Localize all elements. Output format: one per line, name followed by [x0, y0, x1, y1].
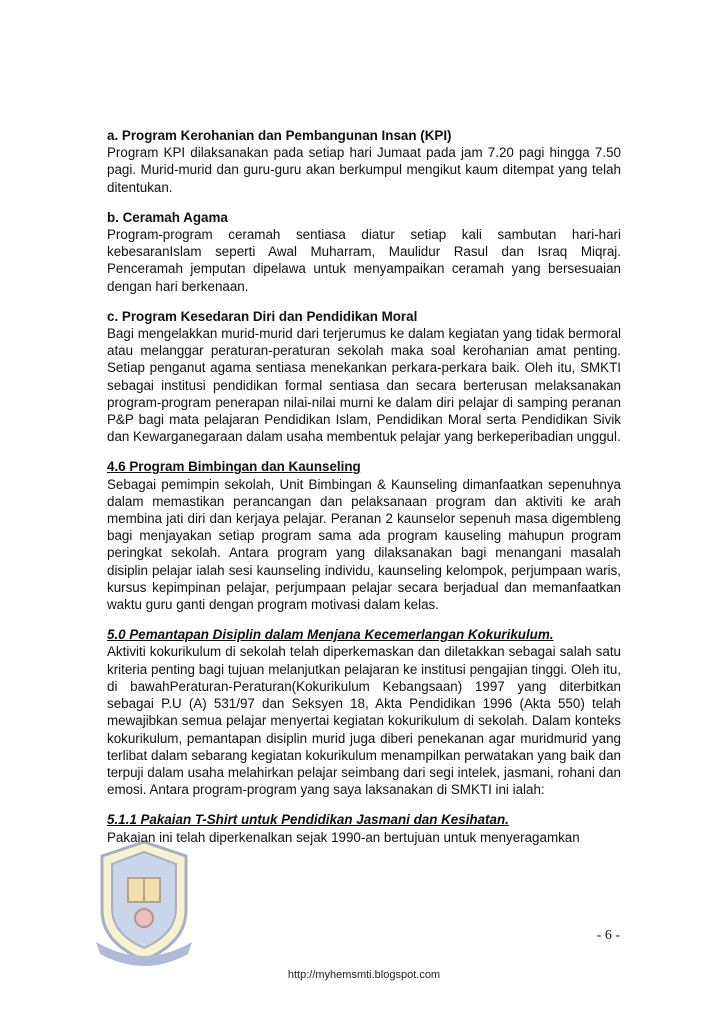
document-body — [107, 127, 621, 859]
section-heading: 4.6 Program Bimbingan dan Kaunseling — [107, 459, 361, 475]
section-heading: c. Program Kesedaran Diri dan Pendidikan Moral — [107, 308, 418, 324]
section-paragraph: Aktiviti kokurikulum di sekolah telah diperkemaskan dan diletakkan sebagai salah satu kriteria penting bagi tujuan melanjutkan pelajaran ke institusi pengajian tinggi. Oleh itu, di bawahPeraturan-Peraturan(Kokurikulum Kebangsaan) 1997 yang diterbitkan sebagai P.U (A) 531/97 dan Seksyen 18, Akta Pendidikan 1996 (Akta 550) telah mewajibkan semua pelajar menyertai kegiatan kokurikulum di sekolah. Dalam konteks kokurikulum, pemantapan disiplin murid juga diberi penekanan agar muridmurid yang terlibat dalam sebarang kegiatan kokurikulum menampilkan perwatakan yang baik dan terpuji dalam usaha melahirkan pelajar seimbang dari segi intelek, jasmani, rohani dan emosi. Antara program-program yang saya laksanakan di SMKTI ini ialah: — [107, 644, 621, 798]
page-number: - 6 - — [596, 928, 620, 943]
section-heading: 5.1.1 Pakaian T-Shirt untuk Pendidikan Jasmani dan Kesihatan. — [107, 812, 509, 828]
section-paragraph: Bagi mengelakkan murid-murid dari terjerumus ke dalam kegiatan yang tidak bermoral atau melanggar peraturan-peraturan sekolah maka soal kerohanian amat penting. Setiap penganut agama sentiasa menekankan perkara-perkara baik. Oleh itu, SMKTI sebagai institusi pendidikan formal sentiasa dan secara berterusan melaksanakan program-program penerapan nilai-nilai murni ke dalam diri pelajar di samping peranan P&P bagi mata pelajaran Pendidikan Islam, Pendidikan Moral serta Pendidikan Sivik dan Kewarganegaraan dalam usaha membentuk pelajar yang berkeperibadian unggul. — [107, 326, 621, 445]
section-pemantapan-disiplin — [107, 626, 621, 798]
section-heading: 5.0 Pemantapan Disiplin dalam Menjana Kecemerlangan Kokurikulum. — [107, 627, 554, 643]
section-paragraph: Sebagai pemimpin sekolah, Unit Bimbingan & Kaunseling dimanfaatkan sepenuhnya dalam memastikan perancangan dan pelaksanaan program dan aktiviti ke arah membina jati diri dan kerjaya pelajar. Peranan 2 kaunselor sepenuh masa digembleng bagi menjayakan setiap program sama ada program kauseling mahupun program peringkat sekolah. Antara program yang dilaksanakan bagi menangani masalah disiplin pelajar ialah sesi kaunseling individu, kaunseling kelompok, perjumpaan waris, kursus kepimpinan pelajar, perjumpaan pelajar secara berjadual dan memanfaatkan waktu guru ganti dengan program motivasi dalam kelas. — [107, 476, 621, 613]
section-paragraph: Program-program ceramah sentiasa diatur setiap kali sambutan hari-hari kebesaranIslam seperti Awal Muharram, Maulidur Rasul dan Israq Miqraj. Penceramah jemputan dipelawa untuk menyampaikan ceramah yang bersesuaian dengan hari berkenaan. — [107, 227, 621, 294]
section-ceramah-agama — [107, 209, 621, 295]
section-kesedaran-diri — [107, 308, 621, 446]
section-paragraph: Pakaian ini telah diperkenalkan sejak 1990-an bertujuan untuk menyeragamkan — [107, 829, 580, 845]
section-kpi — [107, 127, 621, 196]
section-heading: b. Ceramah Agama — [107, 209, 228, 225]
section-pakaian-tshirt — [107, 811, 621, 845]
section-paragraph: Program KPI dilaksanakan pada setiap hari Jumaat pada jam 7.20 pagi hingga 7.50 pagi. Murid-murid dan guru-guru akan berkumpul mengikut kaum ditempat yang telah ditentukan. — [107, 145, 621, 195]
footer-url[interactable]: http://myhemsmti.blogspot.com — [287, 969, 441, 981]
section-heading: a. Program Kerohanian dan Pembangunan Insan (KPI) — [107, 128, 452, 143]
section-bimbingan-kaunseling — [107, 458, 621, 613]
